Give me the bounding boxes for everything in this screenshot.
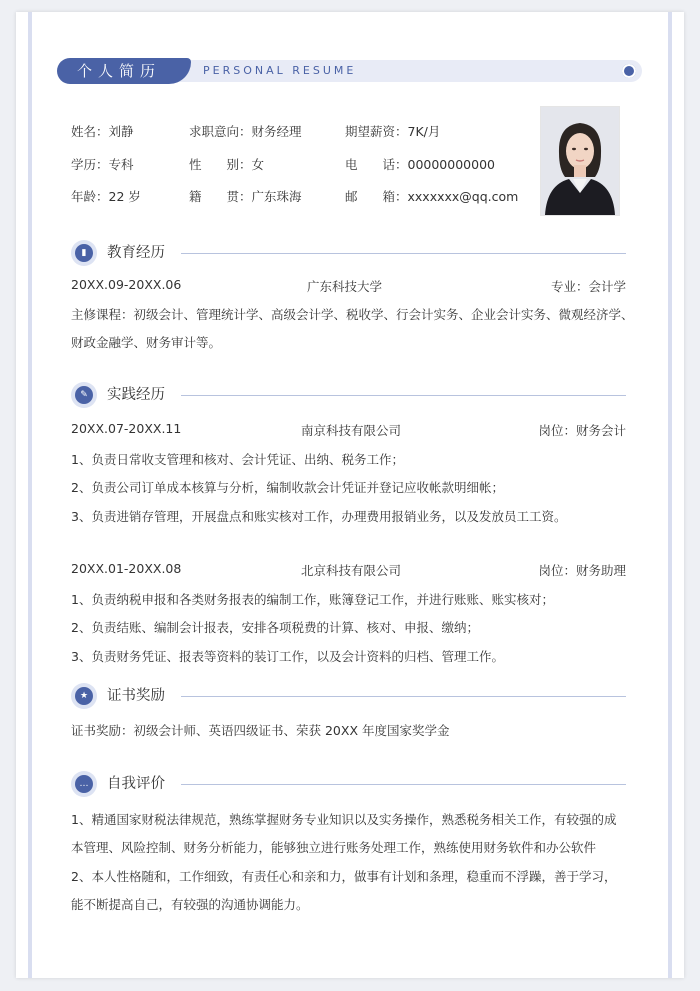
profile-photo	[540, 106, 620, 216]
education-major: 专业：会计学	[550, 279, 626, 294]
job-period: 20XX.07-20XX.11	[71, 421, 182, 436]
book-icon: ▮	[71, 240, 97, 266]
header-dot-icon	[622, 64, 636, 78]
job-duty: 1、负责纳税申报和各类财务报表的编制工作，账簿登记工作，并进行账账、账实核对；	[71, 592, 554, 607]
job-duty: 3、负责财务凭证、报表等资料的装订工作，以及会计资料的归档、管理工作。	[71, 649, 504, 664]
education-period: 20XX.09-20XX.06	[71, 277, 182, 292]
self-eval-line: 本管理、风险控制、财务分析能力，能够独立进行账务处理工作，熟练使用财务软件和办公软件	[71, 840, 597, 855]
education-school: 广东科技大学	[307, 279, 383, 294]
info-name: 姓名：刘静	[71, 124, 134, 139]
header-subtitle: PERSONAL RESUME	[203, 64, 357, 77]
education-courses-line: 财政金融学、财务审计等。	[71, 335, 222, 350]
section-divider	[181, 253, 626, 254]
award-icon: ★	[71, 683, 97, 709]
section-education-header	[71, 240, 626, 266]
job-company: 北京科技有限公司	[301, 563, 402, 578]
job-duty: 2、负责公司订单成本核算与分析，编制收款会计凭证并登记应收帐款明细帐；	[71, 480, 504, 495]
job-period: 20XX.01-20XX.08	[71, 561, 182, 576]
chat-icon: …	[71, 771, 97, 797]
cert-text: 证书奖励：初级会计师、英语四级证书、荣获 20XX 年度国家奖学金	[71, 723, 450, 738]
edit-icon: ✎	[71, 382, 97, 408]
job-row	[71, 561, 626, 579]
info-gender: 性 别：女	[189, 157, 265, 172]
job-duty: 2、负责结账、编制会计报表，安排各项税费的计算、核对、申报、缴纳；	[71, 620, 479, 635]
info-hometown: 籍 贯：广东珠海	[189, 189, 302, 204]
info-phone: 电 话：00000000000	[345, 157, 495, 172]
section-cert-header	[71, 683, 626, 709]
self-eval-line: 1、精通国家财税法律规范，熟练掌握财务专业知识以及实务操作，熟悉税务相关工作，有较强的成	[71, 812, 617, 827]
section-title: 教育经历	[107, 245, 165, 261]
education-courses-line: 主修课程：初级会计、管理统计学、高级会计学、税收学、行会计实务、企业会计实务、微观经济学、	[71, 307, 634, 322]
info-age: 年龄：22 岁	[71, 189, 141, 204]
resume-header	[57, 58, 642, 84]
section-divider	[181, 696, 626, 697]
left-accent-bar	[28, 12, 32, 978]
job-duty: 1、负责日常收支管理和核对、会计凭证、出纳、税务工作；	[71, 452, 404, 467]
job-row	[71, 421, 626, 439]
section-practice-header	[71, 382, 626, 408]
section-divider	[181, 784, 626, 785]
section-title: 实践经历	[107, 387, 165, 403]
info-salary: 期望薪资：7K/月	[345, 124, 441, 139]
section-self-header	[71, 771, 626, 797]
self-eval-line: 2、本人性格随和，工作细致，有责任心和亲和力，做事有计划和条理，稳重而不浮躁，善于学习，	[71, 869, 617, 884]
info-intent: 求职意向：财务经理	[189, 124, 302, 139]
profile-photo-illustration	[541, 107, 619, 215]
info-email: 邮 箱：xxxxxxx@qq.com	[345, 189, 519, 204]
section-divider	[181, 395, 626, 396]
resume-page	[16, 12, 684, 978]
job-position: 岗位：财务助理	[538, 563, 626, 578]
job-position: 岗位：财务会计	[538, 423, 626, 438]
self-eval-line: 能不断提高自己，有较强的沟通协调能力。	[71, 897, 309, 912]
job-company: 南京科技有限公司	[301, 423, 402, 438]
right-accent-bar	[668, 12, 672, 978]
info-education: 学历：专科	[71, 157, 134, 172]
job-duty: 3、负责进销存管理，开展盘点和账实核对工作，办理费用报销业务，以及发放员工工资。	[71, 509, 567, 524]
education-row	[71, 277, 626, 295]
section-title: 证书奖励	[107, 688, 165, 704]
section-title: 自我评价	[107, 776, 165, 792]
header-title: 个人简历	[57, 58, 191, 84]
